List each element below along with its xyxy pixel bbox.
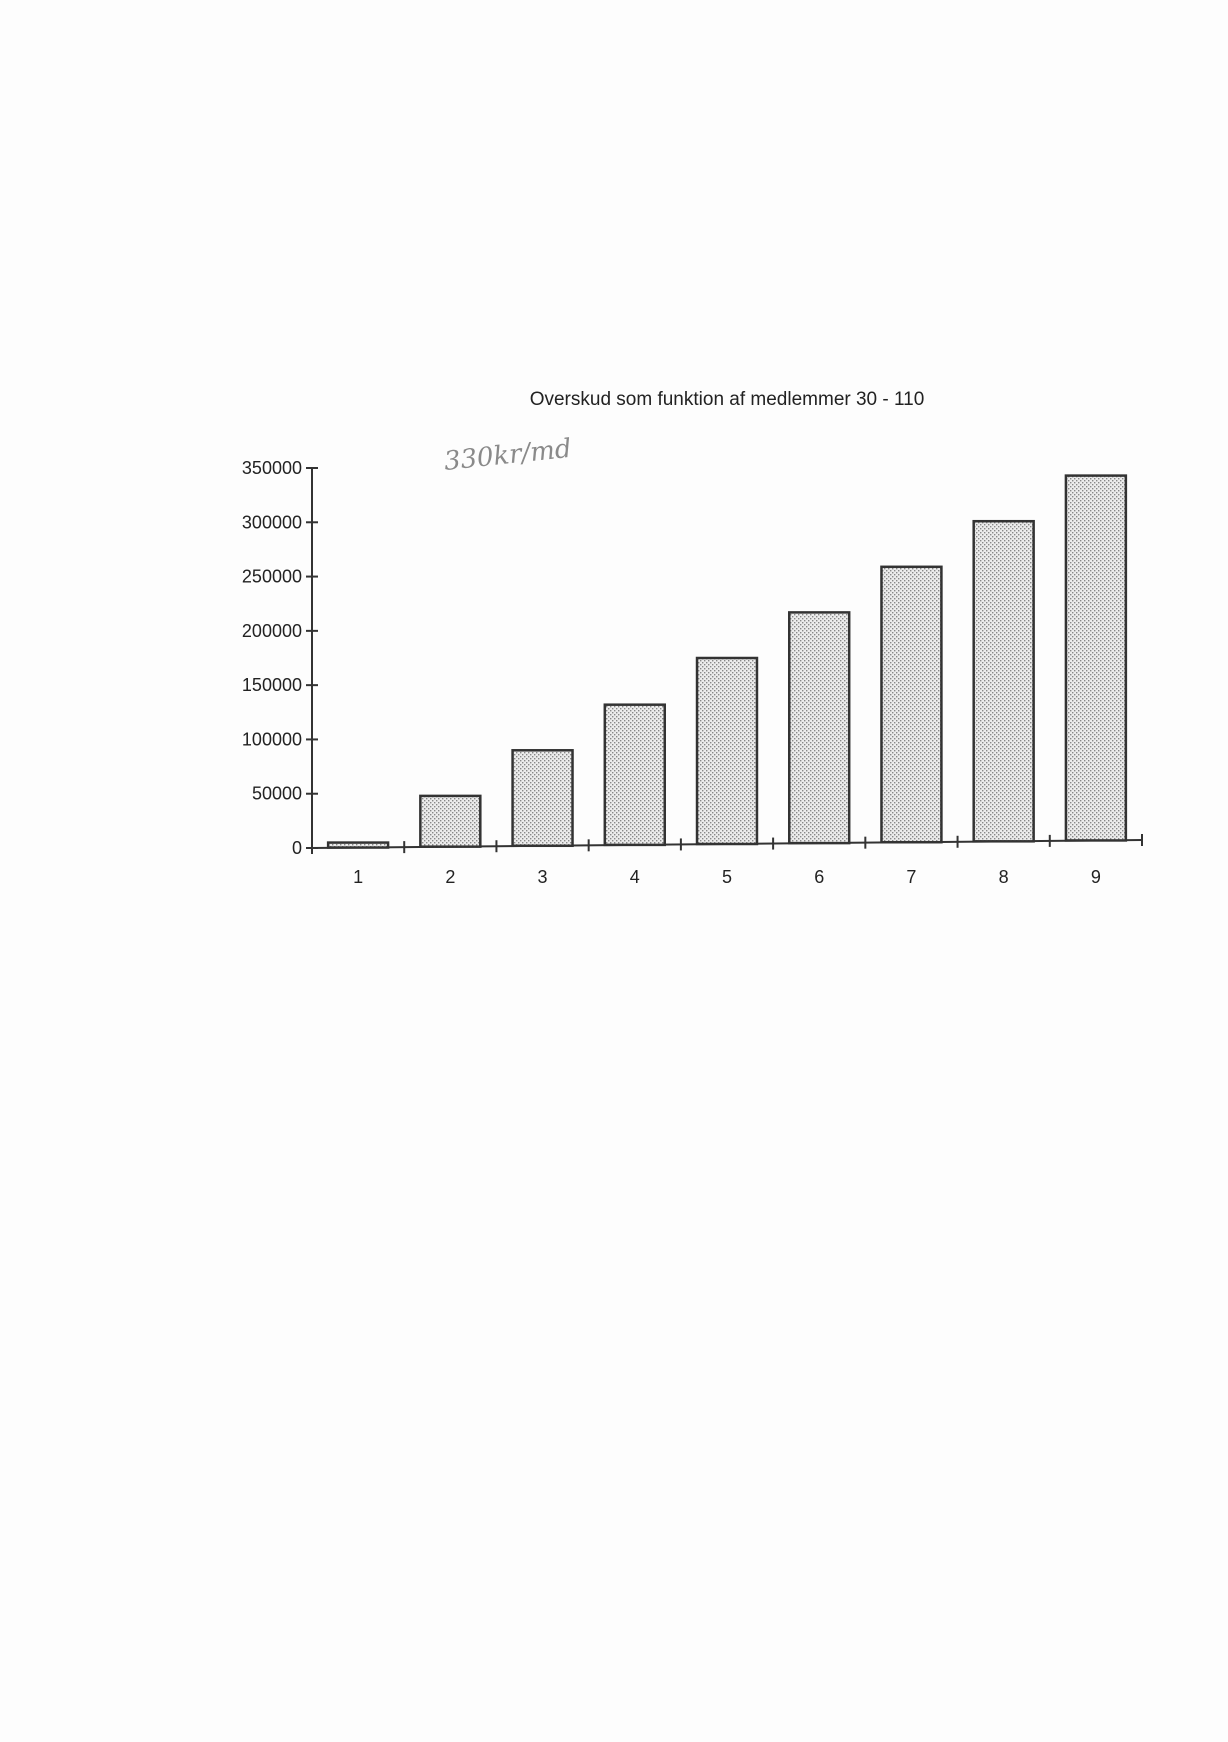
handwritten-annotation: 330kr/md: [442, 433, 573, 477]
y-tick-label: 100000: [241, 729, 302, 750]
y-tick-label: 200000: [241, 620, 302, 641]
bar: [1066, 476, 1126, 841]
y-tick-label: 50000: [251, 783, 302, 804]
bar: [789, 612, 849, 843]
bar: [328, 843, 388, 848]
y-tick-label: 150000: [241, 675, 302, 696]
x-tick-label: 7: [906, 867, 917, 887]
bar: [974, 521, 1034, 841]
bar: [881, 567, 941, 842]
x-tick-label: 3: [537, 867, 548, 887]
bars: [328, 476, 1126, 848]
bar: [697, 658, 757, 844]
x-tick-label: 8: [998, 867, 1009, 887]
y-tick-label: 0: [291, 838, 302, 858]
bar: [513, 750, 573, 845]
x-tick-label: 5: [721, 867, 733, 887]
x-tick-label: 2: [445, 867, 456, 887]
x-tick-label: 6: [814, 867, 825, 887]
y-tick-label: 350000: [241, 458, 302, 478]
bar: [605, 705, 665, 845]
bar: [420, 796, 480, 847]
y-tick-label: 300000: [241, 512, 302, 533]
y-tick-label: 250000: [241, 566, 302, 587]
x-tick-label: 4: [629, 867, 640, 887]
x-tick-label: 9: [1090, 867, 1101, 887]
chart-title: Overskud som funktion af medlemmer 30 - 110: [529, 389, 925, 410]
y-axis: [242, 458, 318, 858]
x-tick-label: 1: [353, 867, 364, 887]
